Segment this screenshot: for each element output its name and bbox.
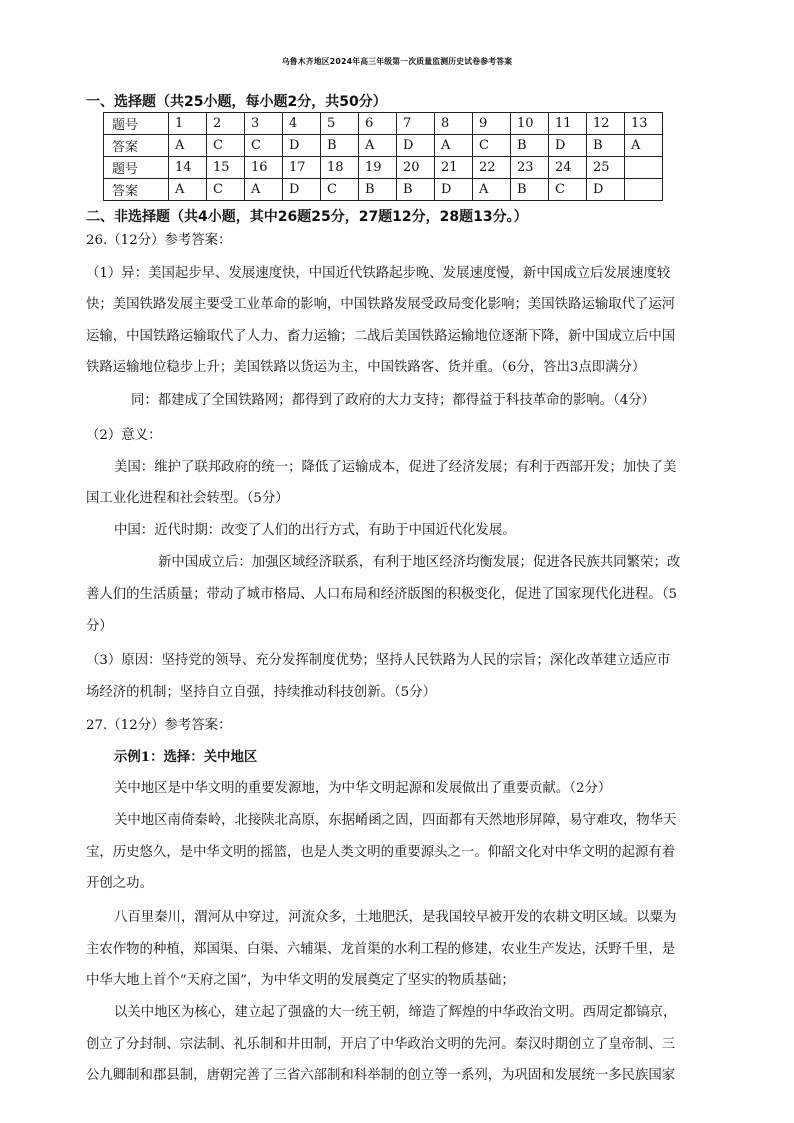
answer-table [103,112,663,201]
answer-cell: D [283,179,321,201]
answer-text-line: 八百里秦川，渭河从中穿过，河流众多，土地肥沃，是我国较早被开发的农耕文明区域。以粟为 [114,910,677,925]
question-number-cell: 19 [359,157,397,179]
answer-text-line: 主农作物的种植，郑国渠、白渠、六辅渠、龙首渠的水利工程的修建，农业生产发达，沃野千里，是 [86,942,676,957]
answer-text-line: （3）原因：坚持党的领导、充分发挥制度优势；坚持人民铁路为人民的宗旨；深化改革建立适应市 [86,653,671,668]
section-heading-multiple-choice: 一、选择题（共25小题，每小题2分，共50分） [86,94,387,110]
answer-text-line: 关中地区南倚秦岭，北接陕北高原，东据崤函之固，四面都有天然地形屏障，易守难攻，物华天 [114,813,677,828]
question-number-cell: 21 [435,157,473,179]
answer-cell: A [473,179,511,201]
answer-text-line: 公九卿制和郡县制，唐朝完善了三省六部制和科举制的创立等一系列，为巩固和发展统一多民族国家 [86,1068,676,1083]
question-number-cell: 23 [511,157,549,179]
answer-cell: C [473,135,511,157]
answer-text-line: 快；美国铁路发展主要受工业革命的影响，中国铁路发展受政局变化影响；美国铁路运输取代了运河 [86,297,676,312]
answer-cell: C [321,179,359,201]
question-number-cell: 1 [169,113,207,135]
question-number-cell: 5 [321,113,359,135]
question-number-cell: 18 [321,157,359,179]
answer-cell: B [397,179,435,201]
answer-text-line: 国工业化进程和社会转型。（5分） [86,491,289,506]
answer-cell: C [207,179,245,201]
answer-text-line: 关中地区是中华文明的重要发源地，为中华文明起源和发展做出了重要贡献。（2分） [114,781,612,796]
question-26-heading: 26.（12分）参考答案： [86,233,232,248]
question-27-heading: 27.（12分）参考答案： [86,718,232,733]
question-number-row [104,157,663,179]
answer-text-line: 同：都建成了全国铁路网；都得到了政府的大力支持；都得益于科技革命的影响。（4分） [131,393,656,408]
answer-cell: B [587,135,625,157]
question-number-cell: 13 [625,113,663,135]
answer-cell: C [549,179,587,201]
answer-cell: B [359,179,397,201]
question-number-cell: 11 [549,113,587,135]
question-number-cell: 10 [511,113,549,135]
question-number-cell [625,157,663,179]
answer-text-line: 创立了分封制、宗法制、礼乐制和井田制，开启了中华政治文明的先河。秦汉时期创立了皇帝制、三 [86,1037,676,1052]
answer-cell: D [549,135,587,157]
answer-text-line: 开创之功。 [86,876,153,891]
question-number-cell: 16 [245,157,283,179]
page-title: 乌鲁木齐地区2024年高三年级第一次质量监测历史试卷参考答案 [281,57,513,66]
answer-text-line: 善人们的生活质量；带动了城市格局、人口布局和经济版图的积极变化，促进了国家现代化进程。（5 [86,587,678,602]
answer-cell: A [359,135,397,157]
answer-text-line: 中华大地上首个“天府之国”，为中华文明的发展奠定了坚实的物质基础； [86,973,515,988]
answer-text-line: 宝，历史悠久，是中华文明的摇篮，也是人类文明的重要源头之一。仰韶文化对中华文明的起源有着 [86,845,676,860]
answer-cell: D [587,179,625,201]
answer-cell: A [169,179,207,201]
question-number-cell: 7 [397,113,435,135]
row-header-cell: 答案 [104,179,169,201]
answer-cell: D [397,135,435,157]
question-number-cell: 2 [207,113,245,135]
answer-text-line: 场经济的机制；坚持自立自强，持续推动科技创新。（5分） [86,685,436,700]
answer-text-line: 新中国成立后：加强区域经济联系，有利于地区经济均衡发展；促进各民族共同繁荣；改 [158,555,681,570]
answer-cell: A [245,179,283,201]
answer-cell [625,179,663,201]
answer-cell: C [245,135,283,157]
answer-text-line: 分） [86,619,113,634]
section-heading-non-choice: 二、非选择题（共4小题，其中26题25分，27题12分，28题13分。） [86,209,528,225]
answer-row [104,135,663,157]
question-number-cell: 20 [397,157,435,179]
question-number-cell: 22 [473,157,511,179]
answer-text-line: 运输，中国铁路运输取代了人力、畜力运输；二战后美国铁路运输地位逐渐下降，新中国成立后中国 [86,329,676,344]
question-number-cell: 9 [473,113,511,135]
answer-subheading: （2）意义： [86,428,162,443]
row-header-cell: 题号 [104,157,169,179]
answer-cell: A [625,135,663,157]
answer-text-line: （1）异：美国起步早、发展速度快，中国近代铁路起步晚、发展速度慢，新中国成立后发展速度较 [86,266,671,281]
row-header-cell: 答案 [104,135,169,157]
answer-text-line: 铁路运输地位稳步上升；美国铁路以货运为主，中国铁路客、货并重。（6分，答出3点即满分） [86,360,646,375]
answer-cell: D [283,135,321,157]
row-header-cell: 题号 [104,113,169,135]
question-number-cell: 24 [549,157,587,179]
answer-cell: B [511,135,549,157]
answer-text-line: 美国：维护了联邦政府的统一；降低了运输成本，促进了经济发展；有利于西部开发；加快了美 [114,460,677,475]
question-number-cell: 4 [283,113,321,135]
answer-cell: B [511,179,549,201]
answer-text-line: 以关中地区为核心，建立起了强盛的大一统王朝，缔造了辉煌的中华政治文明。西周定都镐京， [114,1005,677,1020]
question-number-cell: 14 [169,157,207,179]
answer-cell: C [207,135,245,157]
answer-text-line: 中国：近代时期：改变了人们的出行方式，有助于中国近代化发展。 [114,523,516,538]
answer-cell: B [321,135,359,157]
question-number-cell: 25 [587,157,625,179]
answer-row [104,179,663,201]
question-number-cell: 12 [587,113,625,135]
answer-cell: D [435,179,473,201]
question-number-row [104,113,663,135]
example-heading: 示例1：选择：关中地区 [114,749,258,765]
answer-cell: A [435,135,473,157]
question-number-cell: 3 [245,113,283,135]
answer-cell: A [169,135,207,157]
question-number-cell: 17 [283,157,321,179]
question-number-cell: 15 [207,157,245,179]
question-number-cell: 6 [359,113,397,135]
question-number-cell: 8 [435,113,473,135]
